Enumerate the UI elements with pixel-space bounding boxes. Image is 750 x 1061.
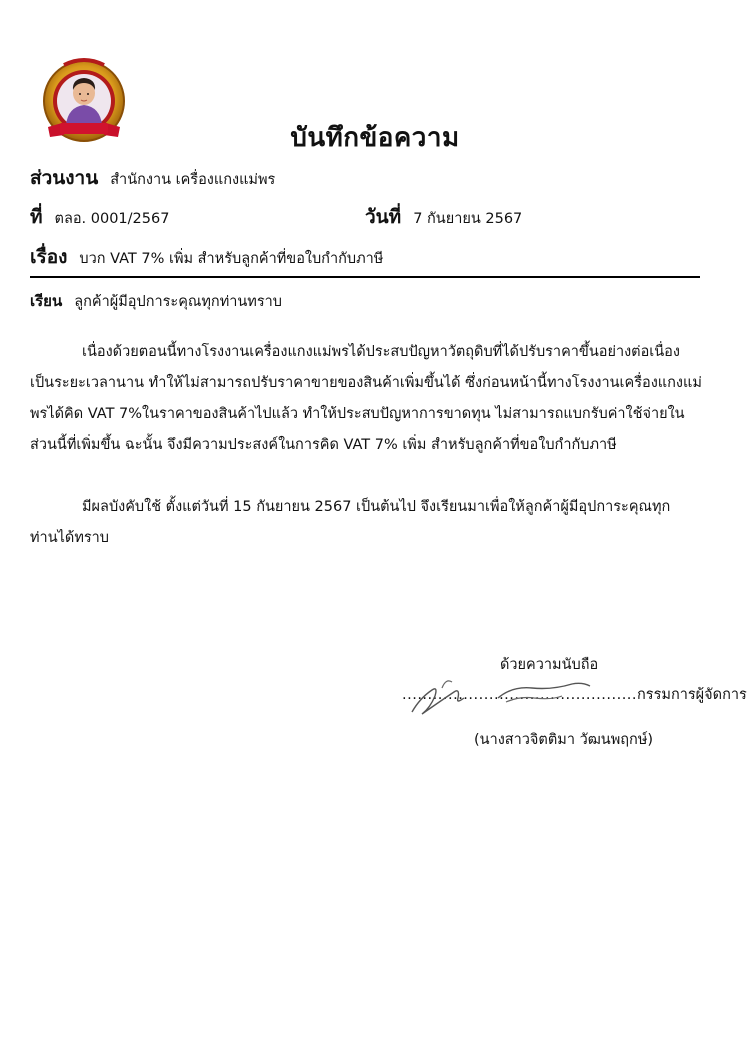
closing-text: ด้วยความนับถือ (500, 657, 599, 673)
department-value: สำนักงาน เครื่องแกงแม่พร (110, 172, 276, 188)
reference-label: ที่ (30, 206, 43, 228)
subject-row (30, 242, 383, 272)
memo-title: บันทึกข้อความ (290, 123, 460, 153)
body-line: เนื่องด้วยตอนนี้ทางโรงงานเครื่องแกงแม่พรได้ประสบปัญหาวัตถุดิบที่ได้ปรับราคาขึ้นอย่างต่อเนื่อง (82, 344, 680, 360)
signer-name: (นางสาวจิตติมา วัฒนพฤกษ์) (474, 732, 654, 748)
subject-value: บวก VAT 7% เพิ่ม สำหรับลูกค้าที่ขอใบกำกับภาษี (79, 251, 384, 267)
body-line: เป็นระยะเวลานาน ทำให้ไม่สามารถปรับราคาขายของสินค้าเพิ่มขึ้นได้ ซึ่งก่อนหน้านี้ทางโรงงานเครื่องแกงแม่ (30, 375, 702, 391)
date-label: วันที่ (365, 206, 402, 228)
salutation-value: ลูกค้าผู้มีอุปการะคุณทุกท่านทราบ (74, 294, 282, 310)
department-label: ส่วนงาน (30, 167, 99, 189)
body-line: ส่วนนี้ที่เพิ่มขึ้น ฉะนั้น จึงมีความประสงค์ในการคิด VAT 7% เพิ่ม สำหรับลูกค้าที่ขอใบกำกับภาษี (30, 437, 617, 453)
subject-label: เรื่อง (30, 246, 68, 268)
body-line: พรได้คิด VAT 7%ในราคาของสินค้าไปแล้ว ทำให้ประสบปัญหาการขาดทุน ไม่สามารถแบกรับค่าใช้จ่ายใน (30, 406, 685, 422)
date-row (365, 202, 522, 232)
department-row (30, 163, 275, 193)
body-line: ท่านได้ทราบ (30, 530, 110, 546)
salutation-label: เรียน (30, 292, 63, 310)
body-line: มีผลบังคับใช้ ตั้งแต่วันที่ 15 กันยายน 2567 เป็นต้นไป จึงเรียนมาเพื่อให้ลูกค้าผู้มีอุปการะคุณทุก (82, 499, 671, 515)
reference-row (30, 202, 169, 232)
signature-dots: .............................................. (402, 687, 638, 703)
handwritten-signature (402, 668, 602, 720)
body-paragraph-1 (30, 337, 702, 461)
salutation-row (30, 289, 282, 313)
header-divider (30, 276, 700, 278)
body-paragraph-2 (30, 492, 702, 554)
signature-position: กรรมการผู้จัดการ (637, 687, 747, 703)
reference-value: ตลอ. 0001/2567 (54, 211, 170, 227)
date-value: 7 กันยายน 2567 (413, 211, 523, 227)
